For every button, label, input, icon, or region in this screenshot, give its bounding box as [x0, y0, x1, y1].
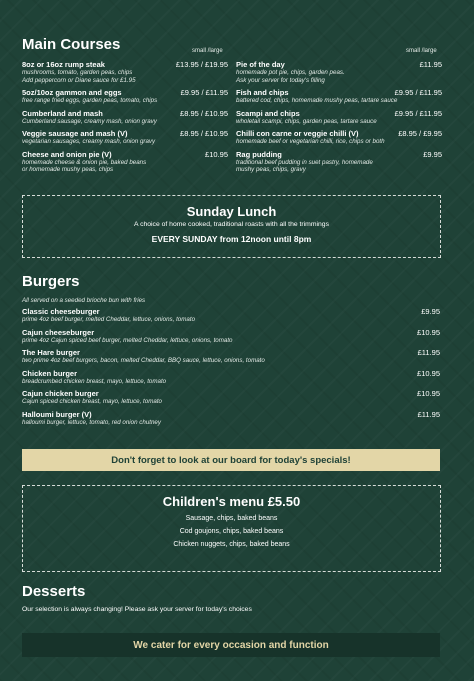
menu-item: [22, 307, 440, 324]
kids-item: Chicken nuggets, chips, baked beans: [173, 541, 290, 548]
item-desc: mushrooms, tomato, garden peas, chips: [22, 69, 133, 76]
item-desc: Cajun spiced chicken breast, mayo, lettuce, tomato: [22, 398, 162, 405]
item-desc: or homemade mushy peas, chips: [22, 166, 114, 173]
item-price: £9.95 / £11.95: [394, 88, 442, 97]
size-label-right: small /large: [406, 48, 437, 54]
main-courses-right-column: [236, 60, 442, 178]
item-desc: battered cod, chips, homemade mushy peas, tartare sauce: [236, 97, 398, 104]
item-name: Pie of the day: [236, 60, 285, 69]
item-name: 5oz/10oz gammon and eggs: [22, 88, 122, 97]
item-desc: homemade pot pie, chips, garden peas.: [236, 69, 345, 76]
item-price: £8.95 / £10.95: [180, 108, 228, 118]
item-name: Cheese and onion pie (V): [22, 149, 112, 159]
item-name: Halloumi burger (V): [22, 409, 92, 419]
item-price: £8.95 / £9.95: [398, 129, 442, 138]
item-price: £9.95: [421, 307, 440, 316]
item-price: £11.95: [417, 409, 440, 419]
item-name: Chicken burger: [22, 368, 78, 378]
item-desc: prime 4oz Cajun spiced beef burger, melted Cheddar, lettuce, onions, tomato: [22, 336, 233, 344]
kids-item: Sausage, chips, baked beans: [185, 515, 278, 522]
sunday-lunch-subtitle: A choice of home cooked, traditional roasts with all the trimmings: [134, 221, 329, 228]
desserts-text: Our selection is always changing! Please ask your server for today's choices: [22, 606, 252, 613]
menu-item: [22, 129, 228, 146]
item-price: £10.95: [417, 389, 440, 398]
item-name: Rag pudding: [236, 149, 282, 159]
menu-item: [22, 88, 228, 105]
item-desc: homemade beef or vegetarian chilli, rice, chips or both: [236, 138, 385, 145]
menu-item: [236, 60, 442, 84]
item-desc: prime 4oz beef burger, melted Cheddar, lettuce, onions, tomato: [22, 316, 196, 323]
menu-item: [236, 88, 442, 105]
item-name: Classic cheeseburger: [22, 307, 100, 316]
item-name: Chilli con carne or veggie chilli (V): [236, 129, 359, 138]
item-name: Veggie sausage and mash (V): [22, 129, 128, 138]
item-desc: Cumberland sausage, creamy mash, onion gravy: [22, 117, 157, 125]
item-name: Cajun cheeseburger: [22, 327, 95, 337]
specials-banner: Don't forget to look at our board for today's specials!: [22, 449, 440, 471]
size-label-left: small /large: [192, 48, 223, 54]
item-name: 8oz or 16oz rump steak: [22, 60, 105, 69]
childrens-menu-box: [22, 485, 441, 572]
item-desc: wholetail scampi, chips, garden peas, tartare sauce: [236, 117, 377, 125]
item-desc: two prime 4oz beef burgers, bacon, melted Cheddar, BBQ sauce, lettuce, onions, tomato: [22, 357, 265, 364]
sunday-lunch-box: [22, 195, 441, 258]
menu-item: [22, 410, 440, 427]
item-price: £9.95 / £11.95: [180, 88, 228, 97]
burgers-list: [22, 307, 440, 430]
footer-banner: We cater for every occasion and function: [22, 633, 440, 657]
item-name: Cajun chicken burger: [22, 389, 99, 398]
item-price: £8.95 / £10.95: [180, 129, 228, 138]
menu-item: [22, 60, 228, 84]
item-desc: mushy peas, chips, gravy: [236, 166, 306, 173]
item-name: Cumberland and mash: [22, 108, 103, 118]
menu-item: [22, 369, 440, 386]
desserts-title: Desserts: [22, 583, 86, 600]
burgers-title: Burgers: [22, 273, 80, 290]
menu-item: [22, 348, 440, 365]
kids-item: Cod goujons, chips, baked beans: [179, 528, 284, 535]
item-desc: Add peppercorn or Diane sauce for £1.95: [22, 76, 136, 84]
item-price: £10.95: [417, 368, 440, 378]
item-price: £10.95: [417, 327, 440, 337]
item-desc: breadcrumbed chicken breast, mayo, lettuce, tomato: [22, 377, 167, 385]
item-desc: Ask your server for today's filling: [236, 76, 325, 84]
menu-item: [22, 109, 228, 126]
main-courses-title: Main Courses: [22, 36, 121, 53]
item-desc: vegetarian sausages, creamy mash, onion gravy: [22, 138, 156, 145]
menu-item: [236, 150, 442, 174]
menu-item: [236, 109, 442, 126]
item-desc: halloumi burger, lettuce, tomato, red onion chutney: [22, 418, 161, 426]
menu-item: [22, 150, 228, 174]
item-name: The Hare burger: [22, 348, 80, 357]
item-price: £10.95: [205, 149, 228, 159]
item-price: £11.95: [419, 60, 442, 69]
item-price: £13.95 / £19.95: [175, 60, 228, 69]
menu-item: [236, 129, 442, 146]
item-price: £9.95 / £11.95: [394, 108, 442, 118]
item-name: Scampi and chips: [236, 108, 300, 118]
item-price: £9.95: [423, 149, 442, 159]
item-name: Fish and chips: [236, 88, 289, 97]
menu-item: [22, 389, 440, 406]
item-price: £11.95: [417, 348, 440, 357]
sunday-lunch-title: Sunday Lunch: [186, 204, 277, 219]
burgers-note: All served on a seeded brioche bun with fries: [22, 297, 146, 304]
main-courses-left-column: [22, 60, 228, 178]
childrens-menu-title: Children's menu £5.50: [162, 494, 301, 509]
item-desc: free range fried eggs, garden peas, tomato, chips: [22, 97, 158, 104]
menu-item: [22, 328, 440, 345]
item-desc: homemade cheese & onion pie, baked beans: [22, 158, 147, 166]
sunday-lunch-times: EVERY SUNDAY from 12noon until 8pm: [151, 234, 312, 244]
item-desc: traditional beef pudding in suet pastry, homemade: [236, 158, 373, 166]
